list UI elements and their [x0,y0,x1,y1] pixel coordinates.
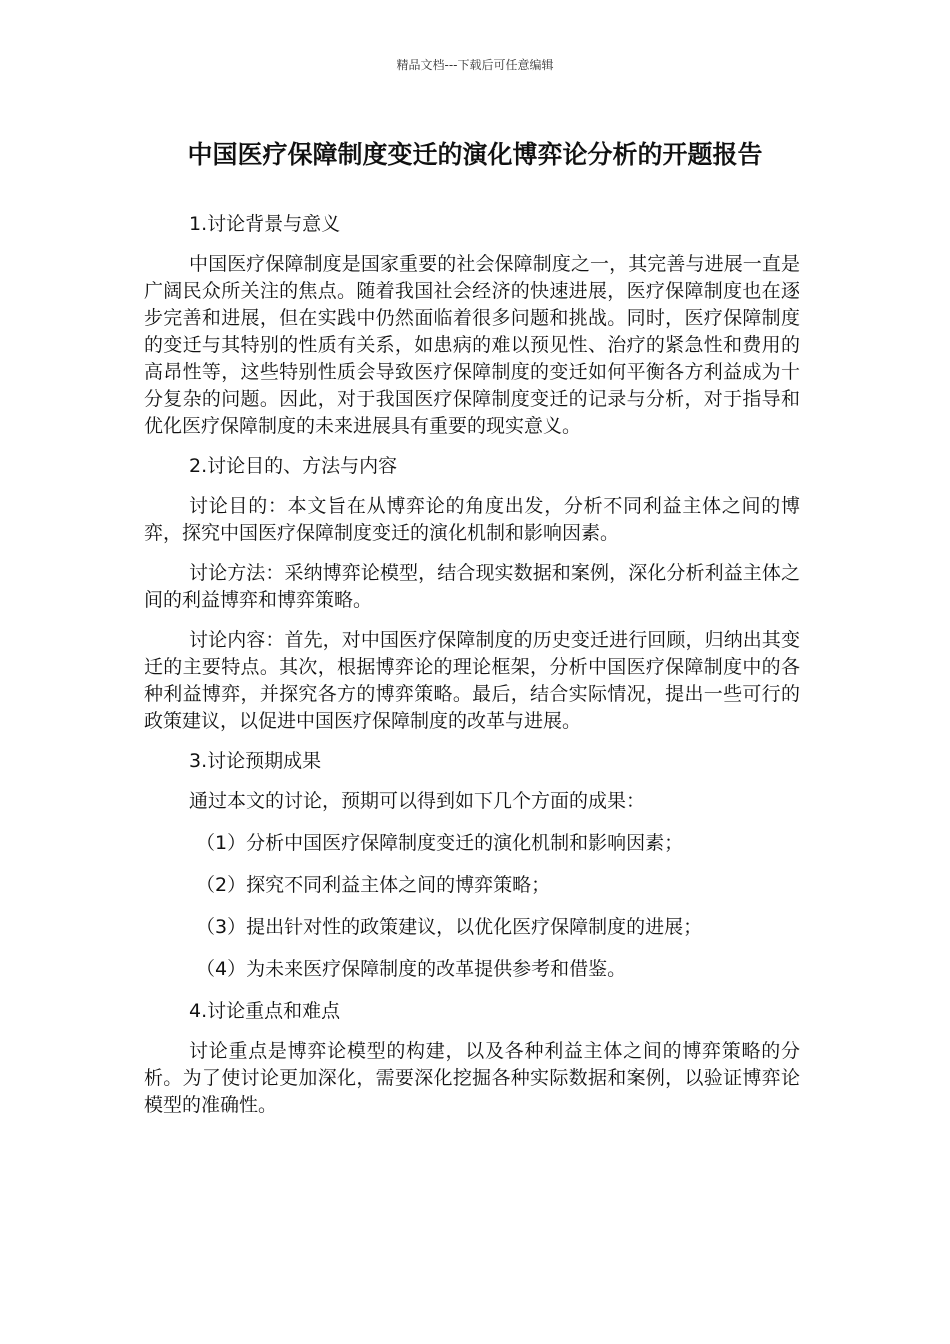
outcome-list-item: （3）提出针对性的政策建议，以优化医疗保障制度的进展； [196,916,703,938]
section-4-heading: 4.讨论重点和难点 [189,1000,341,1022]
outcome-list-item: （4）为未来医疗保障制度的改革提供参考和借鉴。 [196,958,627,980]
section-2-content: 讨论内容：首先，对中国医疗保障制度的历史变迁进行回顾，归纳出其变迁的主要特点。其次，根据博弈论的理论框架，分析中国医疗保障制度中的各种利益博弈，并探究各方的博弈策略。最后，结合实际情况，提出一些可行的政策建议，以促进中国医疗保障制度的改革与进展。 [144,629,800,732]
document-title: 中国医疗保障制度变迁的演化博弈论分析的开题报告 [187,140,763,169]
outcome-list-item: （1）分析中国医疗保障制度变迁的演化机制和影响因素； [196,832,684,854]
header-note: 精品文档---下载后可任意编辑 [396,58,554,72]
outcome-list-item: （2）探究不同利益主体之间的博弈策略； [196,874,551,896]
section-2-purpose: 讨论目的：本文旨在从博弈论的角度出发，分析不同利益主体之间的博弈，探究中国医疗保障制度变迁的演化机制和影响因素。 [144,495,800,544]
section-3-lead: 通过本文的讨论，预期可以得到如下几个方面的成果： [189,790,646,812]
section-1-paragraph: 中国医疗保障制度是国家重要的社会保障制度之一，其完善与进展一直是广阔民众所关注的焦点。随着我国社会经济的快速进展，医疗保障制度也在逐步完善和进展，但在实践中仍然面临着很多问题和挑战。同时，医疗保障制度的变迁与其特别的性质有关系，如患病的难以预见性、治疗的紧急性和费用的高昂性等，这些特别性质会导致医疗保障制度的变迁如何平衡各方利益成为十分复杂的问题。因此，对于我国医疗保障制度变迁的记录与分析，对于指导和优化医疗保障制度的未来进展具有重要的现实意义。 [144,253,800,437]
section-1-heading: 1.讨论背景与意义 [189,213,341,235]
section-3-heading: 3.讨论预期成果 [189,750,322,772]
section-2-heading: 2.讨论目的、方法与内容 [189,455,398,477]
section-2-method: 讨论方法：采纳博弈论模型，结合现实数据和案例，深化分析利益主体之间的利益博弈和博弈策略。 [144,562,800,611]
section-4-paragraph: 讨论重点是博弈论模型的构建，以及各种利益主体之间的博弈策略的分析。为了使讨论更加深化，需要深化挖掘各种实际数据和案例，以验证博弈论模型的准确性。 [144,1040,800,1116]
document-body [144,211,800,1132]
